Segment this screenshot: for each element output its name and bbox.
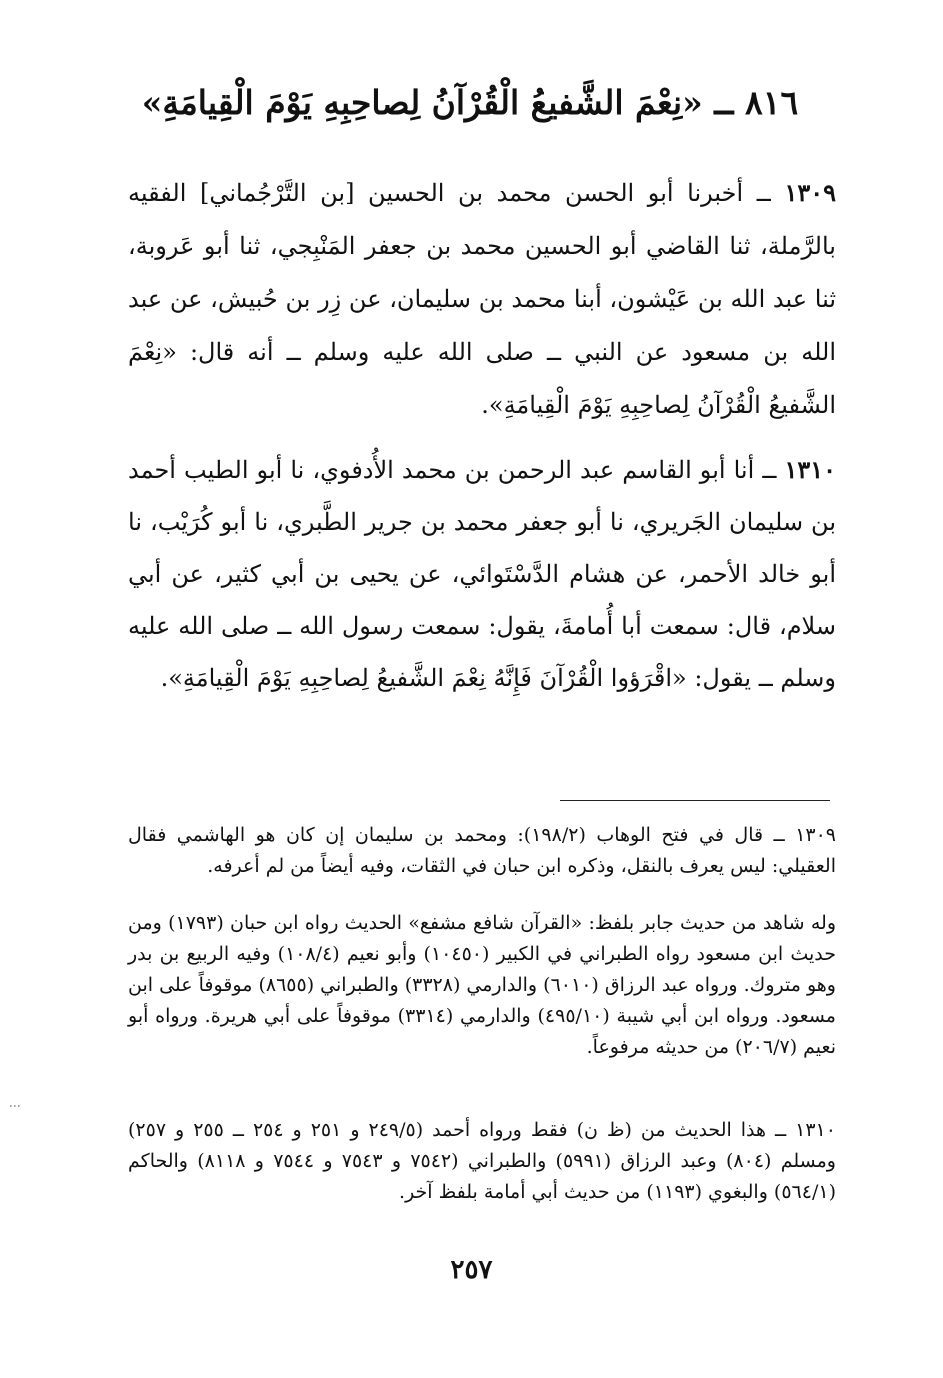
hadith-1309 — [128, 166, 836, 432]
hadith-text: ــ أخبرنا أبو الحسن محمد بن الحسين [بن التَّرْجُماني] الفقيه بالرَّملة، ثنا القاضي أبو الحسين محمد بن جعفر المَنْبِجي، ثنا أبو عَروبة، ثنا عبد الله بن عَيْشون، أبنا محمد بن سليمان، عن زِر بن حُبيش، عن عبد الله بن مسعود عن النبي ــ صلى الله عليه وسلم ــ أنه قال: «نِعْمَ الشَّفيعُ الْقُرْآنُ لِصاحِبِهِ يَوْمَ الْقِيامَةِ». — [128, 179, 836, 419]
footnote-1310: ١٣١٠ ــ هذا الحديث من (ظ ن) فقط ورواه أحمد (٢٤٩/٥ و ٢٥١ و ٢٥٤ ــ ٢٥٥ و ٢٥٧) ومسلم (٨٠٤) وعبد الرزاق (٥٩٩١) والطبراني (٧٥٤٢ و ٧٥٤٣ و ٧٥٤٤ و ٨١١٨) والحاكم (٥٦٤/١) والبغوي (١١٩٣) من حديث أبي أمامة بلفظ آخر. — [128, 1119, 836, 1203]
chapter-heading: ٨١٦ ــ «نِعْمَ الشَّفيعُ الْقُرْآنُ لِصاحِبِهِ يَوْمَ الْقِيامَةِ» — [141, 83, 799, 122]
footnote-1309: ١٣٠٩ ــ قال في فتح الوهاب (١٩٨/٢): ومحمد بن سليمان إن كان هو الهاشمي فقال العقيلي: ليس يعرف بالنقل، وذكره ابن حبان في الثقات، وفيه أيضاً من لم أعرفه. — [128, 824, 837, 877]
page-number: ٢٥٧ — [450, 1255, 493, 1285]
margin-mark: ⋮ — [8, 1100, 22, 1112]
hadith-number: ١٣٠٩ — [784, 178, 836, 207]
hadith-text: ــ أنا أبو القاسم عبد الرحمن بن محمد الأُدفوي، نا أبو الطيب أحمد بن سليمان الجَريري، نا أبو جعفر محمد بن جرير الطَّبري، نا أبو كُرَيْب، نا أبو خالد الأحمر، عن هشام الدَّسْتَوائي، عن يحيى بن أبي كثير، عن أبي سلام، قال: سمعت أبا أُمامةَ، يقول: سمعت رسول الله ــ صلى الله عليه وسلم ــ يقول: «اقْرَؤوا الْقُرْآنَ فَإِنَّهُ نِعْمَ الشَّفيعُ لِصاحِبِهِ يَوْمَ الْقِيامَةِ». — [128, 456, 837, 692]
hadith-number: ١٣١٠ — [784, 455, 836, 484]
footnote-1309-continued: وله شاهد من حديث جابر بلفظ: «القرآن شافع مشفع» الحديث رواه ابن حبان (١٧٩٣) ومن حديث ابن مسعود رواه الطبراني في الكبير (١٠٤٥٠) وأبو نعيم (١٠٨/٤) وفيه الربيع بن بدر وهو متروك. ورواه عبد الرزاق (٦٠١٠) والدارمي (٣٣٢٨) والطبراني (٨٦٥٥) موقوفاً على ابن مسعود. ورواه ابن أبي شيبة (٤٩٥/١٠) والدارمي (٣٣١٤) موقوفاً على أبي هريرة. ورواه أبو نعيم (٢٠٦/٧) من حديثه مرفوعاً. — [128, 912, 836, 1058]
footnote-divider — [560, 800, 830, 801]
hadith-1310 — [128, 444, 836, 704]
